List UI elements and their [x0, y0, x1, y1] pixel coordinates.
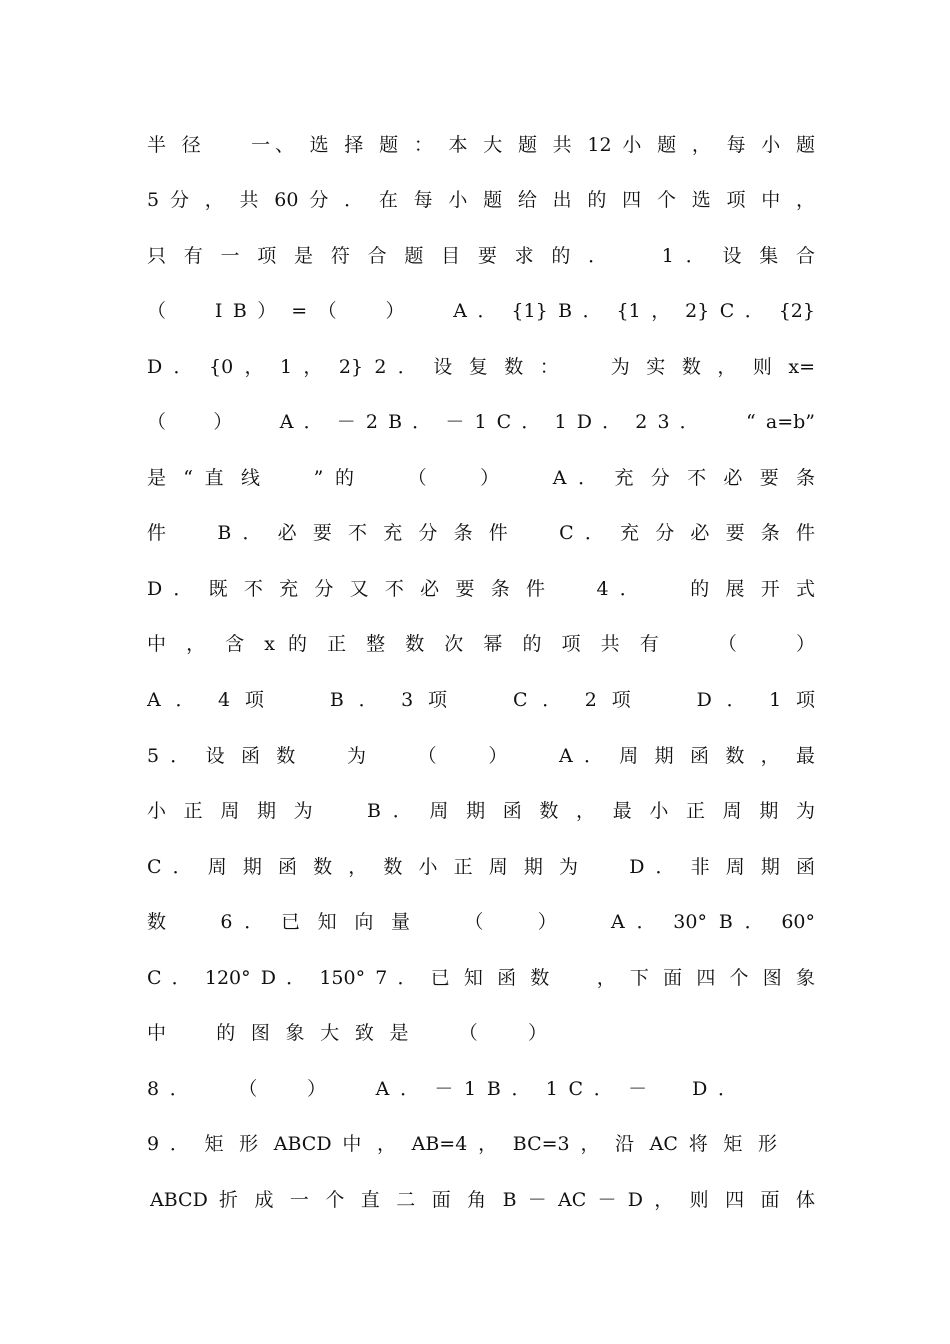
text-line-19: 9 ． 矩 形 ABCD 中 ， AB=4 ， BC=3 ， 沿 AC 将 矩 形 [147, 1133, 777, 1155]
text-line-17: 中 的 图 象 大 致 是 （ ） [147, 1022, 547, 1044]
text-line-10: 中 ， 含 x 的 正 整 数 次 幂 的 项 共 有 （ ） [147, 633, 815, 655]
text-line-20: ABCD 折 成 一 个 直 二 面 角 B － AC － D ， 则 四 面 体 [150, 1189, 815, 1211]
text-line-7: 是 “ 直 线 ” 的 （ ） A ． 充 分 不 必 要 条 [147, 467, 815, 489]
text-line-14: C ． 周 期 函 数 ， 数 小 正 周 期 为 D ． 非 周 期 函 [147, 856, 815, 878]
text-line-18: 8 ． （ ） A ． － 1 B ． 1 C ． － D ． [147, 1078, 737, 1100]
text-line-12: 5 ． 设 函 数 为 （ ） A ． 周 期 函 数 ， 最 [147, 745, 815, 767]
text-line-6: （ ） A ． － 2 B ． － 1 C ． 1 D ． 2 3 ． “ a=b” [147, 411, 815, 433]
text-line-1: 半 径 一、 选 择 题 ： 本 大 题 共 12 小 题 ， 每 小 题 [147, 134, 815, 156]
text-line-9: D ． 既 不 充 分 又 不 必 要 条 件 4 ． 的 展 开 式 [147, 578, 815, 600]
text-line-11: A ． 4 项 B ． 3 项 C ． 2 项 D ． 1 项 [147, 689, 815, 711]
text-line-16: C ． 120° D ． 150° 7 ． 已 知 函 数 ， 下 面 四 个 图 象 [147, 967, 815, 989]
text-line-13: 小 正 周 期 为 B ． 周 期 函 数 ， 最 小 正 周 期 为 [147, 800, 841, 822]
text-line-4: （ I B ） = （ ） A ． {1} B ． {1 ， 2} C ． {2} [147, 300, 815, 322]
text-line-3: 只 有 一 项 是 符 合 题 目 要 求 的 ． 1 ． 设 集 合 [147, 245, 841, 267]
text-line-5: D ． {0 ， 1 ， 2} 2 ． 设 复 数 ： 为 实 数 ， 则 x= [147, 356, 815, 378]
text-line-15: 数 6 ． 已 知 向 量 （ ） A ． 30° B ． 60° [147, 911, 815, 933]
text-line-2: 5 分 ， 共 60 分 ． 在 每 小 题 给 出 的 四 个 选 项 中 ， [147, 189, 815, 211]
text-line-8: 件 B ． 必 要 不 充 分 条 件 C ． 充 分 必 要 条 件 [147, 522, 815, 544]
